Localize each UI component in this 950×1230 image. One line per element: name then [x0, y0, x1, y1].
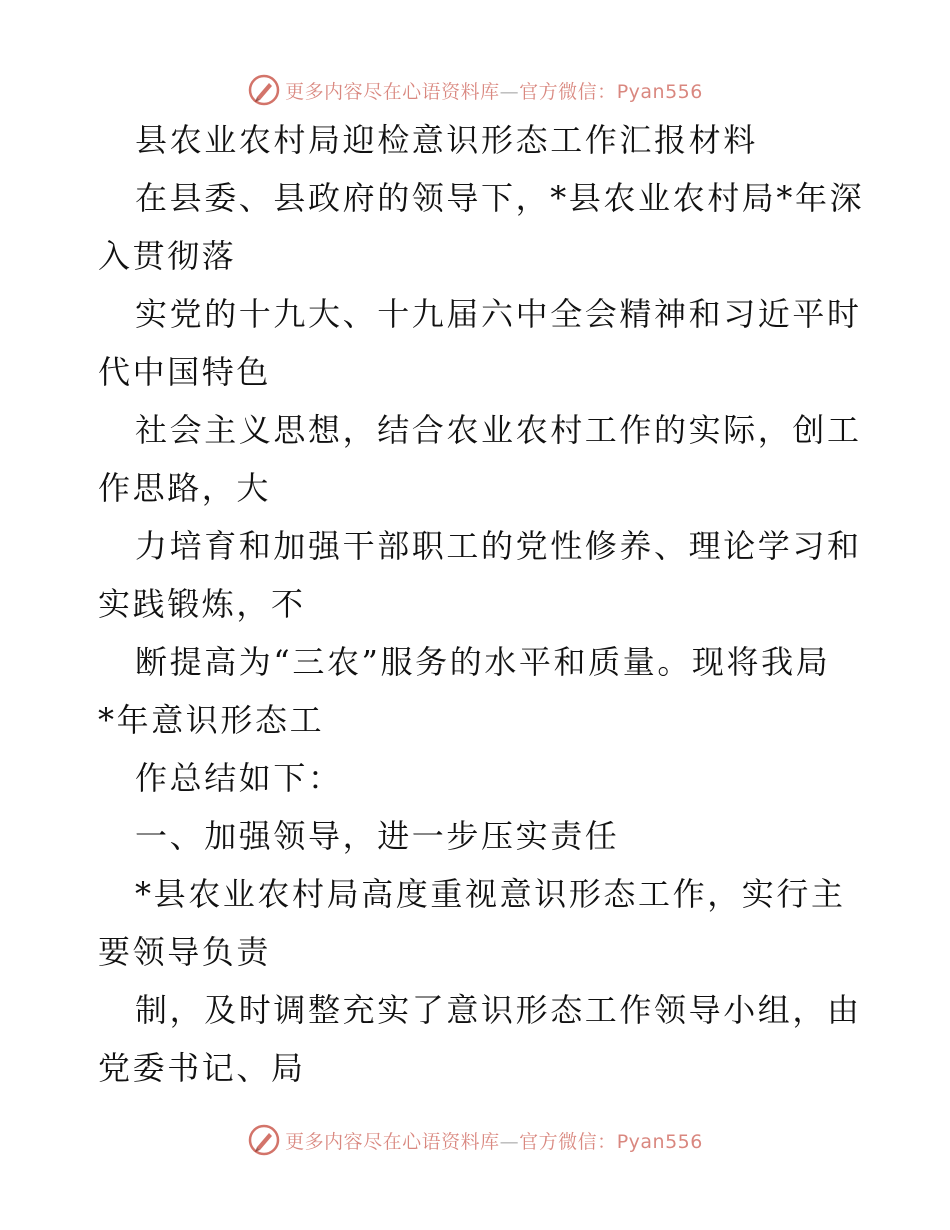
- watermark-contact: 官方微信：: [519, 1130, 617, 1153]
- paragraph-line: 党委书记、局: [98, 1049, 306, 1087]
- watermark-contact: 官方微信：: [519, 80, 617, 103]
- paragraph-line: 社会主义思想，结合农业农村工作的实际，创工: [135, 411, 862, 449]
- watermark-id: Pyan556: [616, 80, 703, 103]
- paragraph-line: 制，及时调整充实了意识形态工作领导小组，由: [135, 991, 862, 1029]
- paragraph-line: 作思路，大: [98, 469, 272, 507]
- doc-title: 县农业农村局迎检意识形态工作汇报材料: [135, 121, 758, 159]
- paragraph-line: 要领导负责: [98, 933, 272, 971]
- paragraph-line: *县农业农村局高度重视意识形态工作，实行主: [135, 875, 846, 913]
- paragraph-line: 在县委、县政府的领导下，*县农业农村局*年深: [135, 179, 865, 217]
- watermark-brand: 更多内容尽在心语资料库: [285, 1130, 500, 1153]
- pen-logo-icon: [247, 1123, 281, 1157]
- footer-watermark: [0, 1120, 950, 1160]
- paragraph-line: 代中国特色: [98, 353, 272, 391]
- watermark-brand: 更多内容尽在心语资料库: [285, 80, 500, 103]
- watermark-text: [285, 77, 703, 104]
- header-watermark: [0, 70, 950, 110]
- pen-logo-icon: [247, 73, 281, 107]
- paragraph-line: *年意识形态工: [98, 701, 325, 739]
- section-heading: 一、加强领导，进一步压实责任: [135, 817, 620, 855]
- paragraph-line: 力培育和加强干部职工的党性修养、理论学习和: [135, 527, 862, 565]
- paragraph-line: 入贯彻落: [98, 237, 237, 275]
- paragraph-line: 实践锻炼，不: [98, 585, 306, 623]
- paragraph-line: 实党的十九大、十九届六中全会精神和习近平时: [135, 295, 862, 333]
- paragraph-line: 作总结如下：: [135, 759, 343, 797]
- watermark-text: [285, 1127, 703, 1154]
- watermark-dash: —: [499, 80, 520, 103]
- watermark-dash: —: [499, 1130, 520, 1153]
- paragraph-line: 断提高为“三农”服务的水平和质量。现将我局: [135, 643, 831, 681]
- watermark-id: Pyan556: [616, 1130, 703, 1153]
